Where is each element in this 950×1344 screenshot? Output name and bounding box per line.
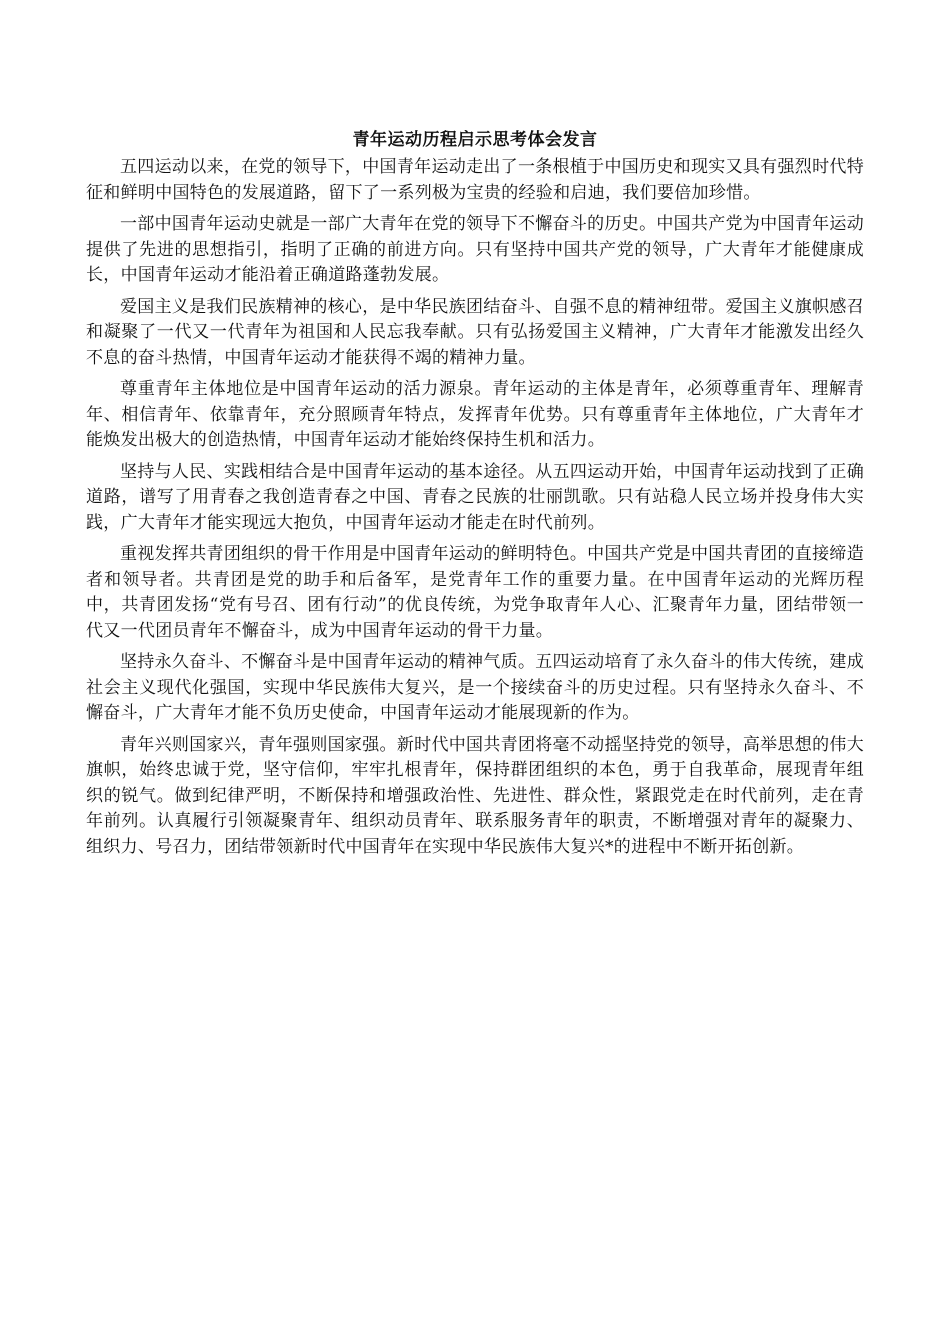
document-body <box>86 127 864 866</box>
paragraph-4: 尊重青年主体地位是中国青年运动的活力源泉。青年运动的主体是青年，必须尊重青年、理解青年、相信青年、依靠青年，充分照顾青年特点，发挥青年优势。只有尊重青年主体地位，广大青年才能焕发出极大的创造热情，中国青年运动才能始终保持生机和活力。 <box>86 379 864 450</box>
paragraph-1: 五四运动以来，在党的领导下，中国青年运动走出了一条根植于中国历史和现实又具有强烈时代特征和鲜明中国特色的发展道路，留下了一系列极为宝贵的经验和启迪，我们要倍加珍惜。 <box>86 157 864 203</box>
paragraph-6: 重视发挥共青团组织的骨干作用是中国青年运动的鲜明特色。中国共产党是中国共青团的直接缔造者和领导者。共青团是党的助手和后备军，是党青年工作的重要力量。在中国青年运动的光辉历程中，共青团发扬“党有号召、团有行动”的优良传统，为党争取青年人心、汇聚青年力量，团结带领一代又一代团员青年不懈奋斗，成为中国青年运动的骨干力量。 <box>86 544 864 641</box>
paragraph-5: 坚持与人民、实践相结合是中国青年运动的基本途径。从五四运动开始，中国青年运动找到了正确道路，谱写了用青春之我创造青春之中国、青春之民族的壮丽凯歌。只有站稳人民立场并投身伟大实践，广大青年才能实现远大抱负，中国青年运动才能走在时代前列。 <box>86 461 864 533</box>
document-title: 青年运动历程启示思考体会发言 <box>352 130 598 150</box>
paragraph-2: 一部中国青年运动史就是一部广大青年在党的领导下不懈奋斗的历史。中国共产党为中国青年运动提供了先进的思想指引，指明了正确的前进方向。只有坚持中国共产党的领导，广大青年才能健康成长，中国青年运动才能沿着正确道路蓬勃发展。 <box>86 214 864 285</box>
paragraph-3: 爱国主义是我们民族精神的核心，是中华民族团结奋斗、自强不息的精神纽带。爱国主义旗帜感召和凝聚了一代又一代青年为祖国和人民忘我奉献。只有弘扬爱国主义精神，广大青年才能激发出经久不息的奋斗热情，中国青年运动才能获得不竭的精神力量。 <box>86 296 864 368</box>
paragraph-8: 青年兴则国家兴，青年强则国家强。新时代中国共青团将毫不动摇坚持党的领导，高举思想的伟大旗帜，始终忠诚于党，坚守信仰，牢牢扎根青年，保持群团组织的本色，勇于自我革命，展现青年组织的锐气。做到纪律严明，不断保持和增强政治性、先进性、群众性，紧跟党走在时代前列，走在青年前列。认真履行引领凝聚青年、组织动员青年、联系服务青年的职责，不断增强对青年的凝聚力、组织力、号召力，团结带领新时代中国青年在实现中华民族伟大复兴*的进程中不断开拓创新。 <box>86 734 864 857</box>
paragraph-7: 坚持永久奋斗、不懈奋斗是中国青年运动的精神气质。五四运动培育了永久奋斗的伟大传统，建成社会主义现代化强国，实现中华民族伟大复兴，是一个接续奋斗的历史过程。只有坚持永久奋斗、不懈奋斗，广大青年才能不负历史使命，中国青年运动才能展现新的作为。 <box>86 652 864 723</box>
